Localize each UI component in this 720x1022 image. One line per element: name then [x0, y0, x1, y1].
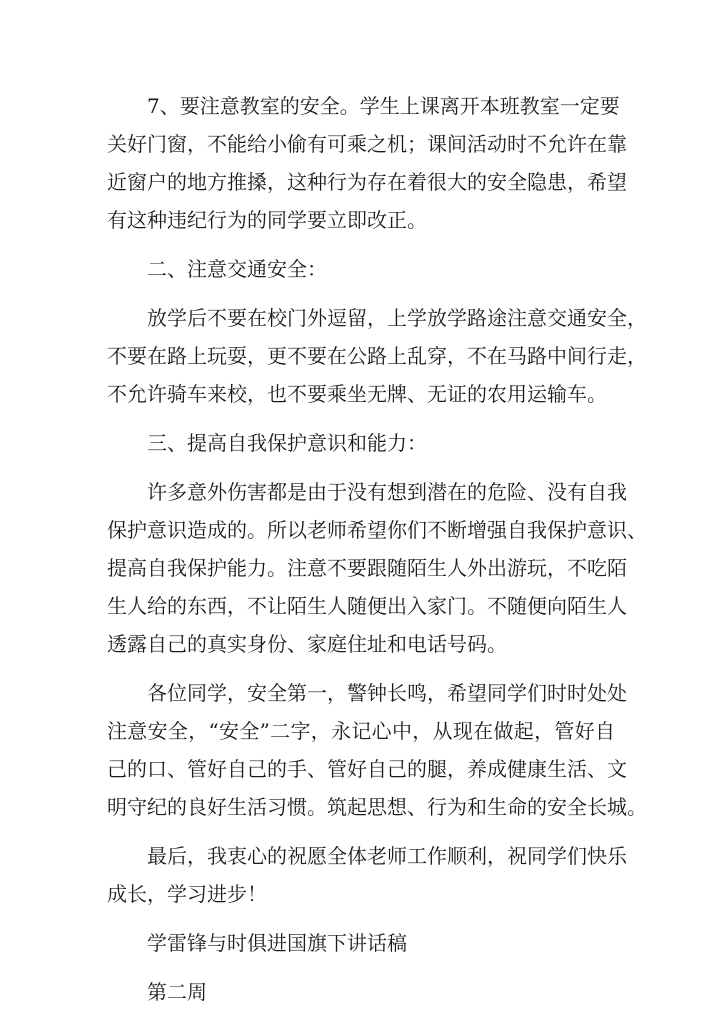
text-line: 二、注意交通安全：	[147, 257, 327, 281]
text-line: 近窗户的地方推搡，这种行为存在着很大的安全隐患，希望	[107, 170, 627, 194]
text-line: 不要在路上玩耍，更不要在公路上乱穿，不在马路中间行走，	[107, 344, 647, 368]
text-line: 保护意识造成的。所以老师希望你们不断增强自我保护意识、	[107, 518, 647, 542]
text-line: 第二周	[147, 980, 207, 1004]
text-line: 成长，学习进步！	[107, 882, 267, 906]
text-line: 各位同学，安全第一，警钟长鸣，希望同学们时时处处	[147, 681, 627, 705]
paragraph	[107, 299, 647, 413]
text-line: 关好门窗，不能给小偷有可乘之机；课间活动时不允许在靠	[107, 132, 627, 156]
text-line: 透露自己的真实身份、家庭住址和电话号码。	[107, 632, 507, 656]
text-line: 7、要注意教室的安全。学生上课离开本班教室一定要	[147, 94, 620, 118]
text-line: 三、提高自我保护意识和能力：	[147, 431, 427, 455]
paragraph	[107, 924, 615, 962]
text-line: 学雷锋与时俱进国旗下讲话稿	[147, 931, 407, 955]
text-line: 生人给的东西，不让陌生人随便出入家门。不随便向陌生人	[107, 594, 627, 618]
document-body	[107, 87, 647, 1022]
paragraph	[107, 837, 627, 913]
text-line: 放学后不要在校门外逗留，上学放学路途注意交通安全，	[147, 306, 647, 330]
paragraph	[107, 973, 615, 1011]
paragraph	[107, 424, 615, 462]
text-line: 有这种违纪行为的同学要立即改正。	[107, 208, 427, 232]
text-line: 己的口、管好自己的手、管好自己的腿，养成健康生活、文	[107, 757, 627, 781]
text-line: 提高自我保护能力。注意不要跟随陌生人外出游玩，不吃陌	[107, 556, 627, 580]
paragraph	[107, 674, 647, 826]
text-line: 明守纪的良好生活习惯。筑起思想、行为和生命的安全长城。	[107, 795, 647, 819]
paragraph	[107, 250, 615, 288]
text-line: 许多意外伤害都是由于没有想到潜在的危险、没有自我	[147, 480, 627, 504]
paragraph	[107, 473, 647, 663]
text-line: 最后，我衷心的祝愿全体老师工作顺利，祝同学们快乐	[147, 844, 627, 868]
paragraph	[107, 87, 627, 239]
text-line: 注意安全，“安全”二字，永记心中，从现在做起，管好自	[107, 719, 615, 743]
text-line: 不允许骑车来校，也不要乘坐无牌、无证的农用运输车。	[107, 382, 607, 406]
